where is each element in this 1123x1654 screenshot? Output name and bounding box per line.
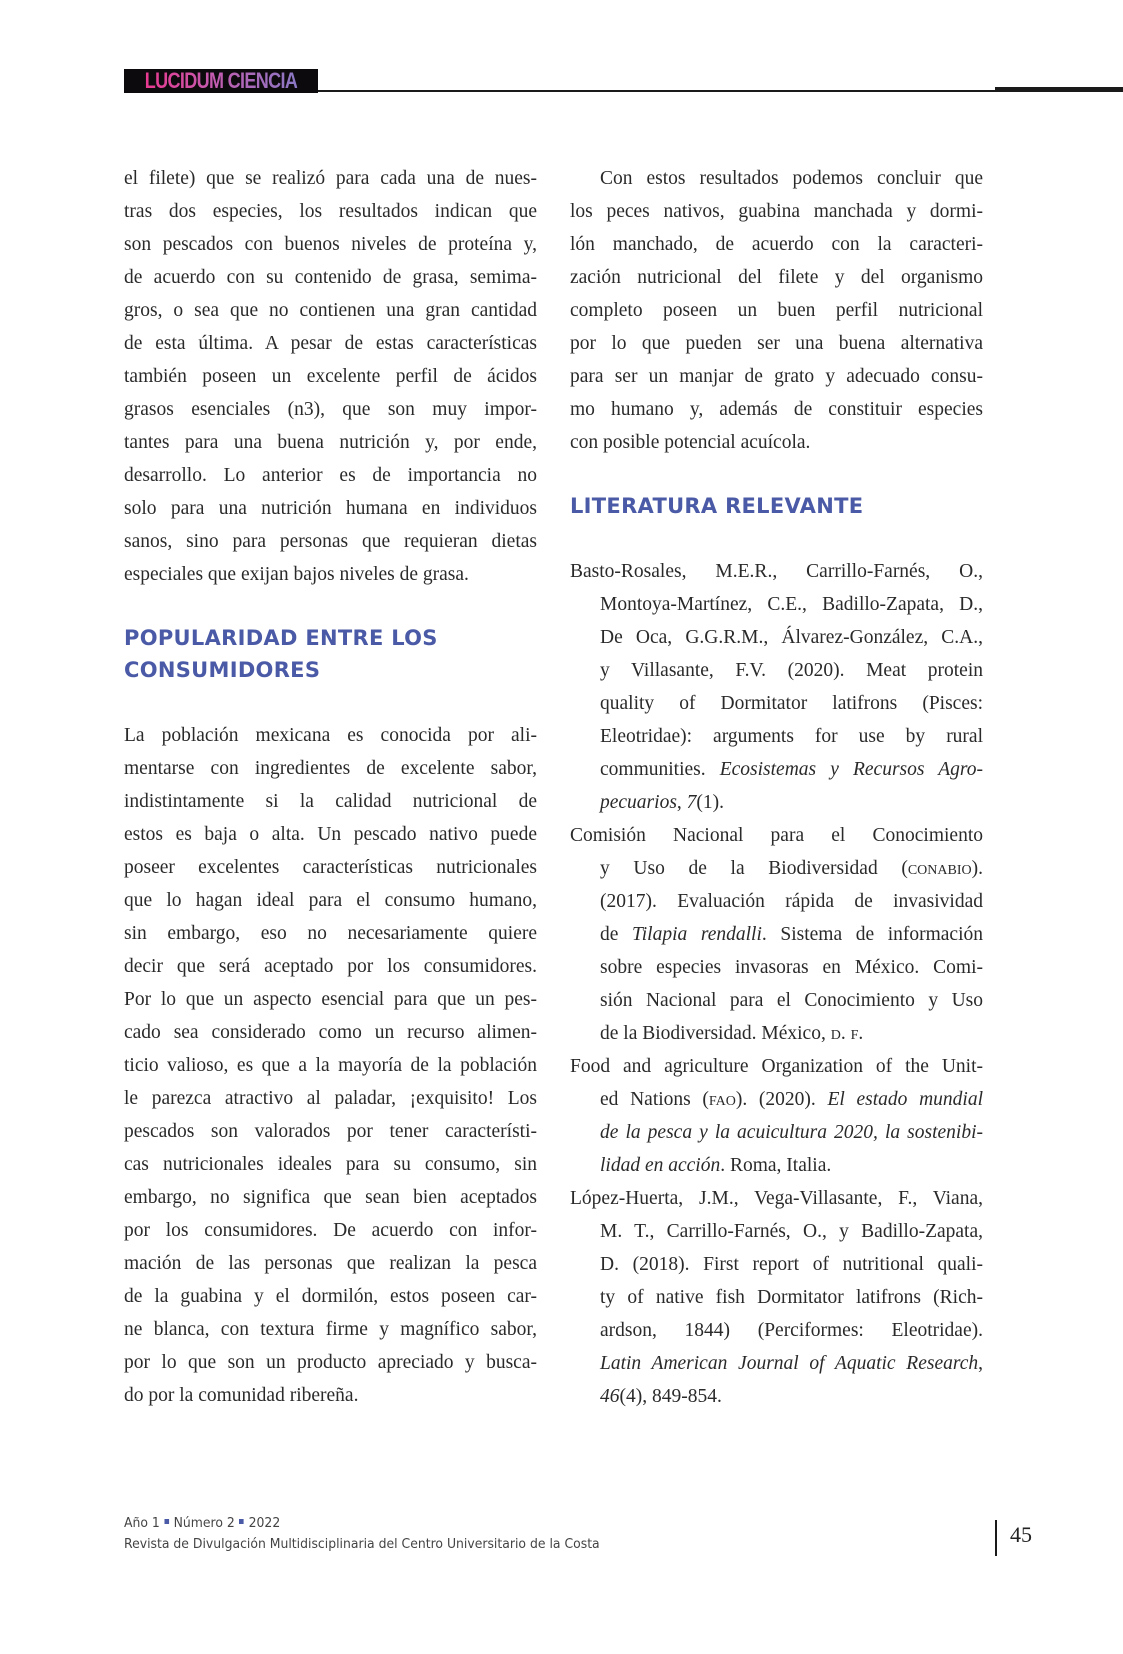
text-line: do por la comunidad ribereña. [124, 1385, 359, 1406]
reference-text: Eleotridae): arguments for use by rural [600, 726, 983, 747]
text-line: gros, o sea que no contienen una gran cantidad [124, 300, 537, 321]
footer-issue-label: Número 2 [173, 1515, 235, 1531]
reference-line [570, 786, 983, 819]
italic-text: de la pesca y la acuicultura 2020, la sostenibi- [600, 1122, 983, 1143]
reference-line [570, 555, 983, 588]
reference-text: Basto-Rosales, M.E.R., Carrillo-Farnés, O., [570, 561, 983, 582]
reference-text: . Sistema de información [761, 924, 983, 945]
text-line: para ser un manjar de grato y adecuado consu- [570, 366, 983, 387]
paragraph-conclusion [570, 162, 983, 459]
reference-text: D. (2018). First report of nutritional quali- [600, 1254, 983, 1275]
text-line: de la guabina y el dormilón, estos poseen car- [124, 1286, 537, 1307]
text-line: mación de las personas que realizan la pesca [124, 1253, 537, 1274]
journal-name: LUCIDUM CIENCIA [144, 68, 298, 93]
reference-line [570, 1347, 983, 1380]
reference-text: quality of Dormitator latifrons (Pisces: [600, 693, 983, 714]
reference-entry [570, 1182, 983, 1413]
reference-entry [570, 1050, 983, 1182]
reference-line [570, 951, 983, 984]
footer-issue-info [124, 1515, 280, 1531]
reference-text: sión Nacional para el Conocimiento y Uso [600, 990, 983, 1011]
text-line: Con estos resultados podemos concluir que [600, 168, 983, 189]
reference-line [570, 720, 983, 753]
italic-text: El estado mundial [827, 1089, 983, 1110]
text-line: poseer excelentes características nutricionales [124, 857, 537, 878]
reference-line [570, 753, 983, 786]
reference-text: ed Nations ( [600, 1089, 709, 1110]
section-heading-literatura: LITERATURA RELEVANTE [570, 494, 864, 518]
reference-line [570, 1083, 983, 1116]
text-line: le parezca atractivo al paladar, ¡exquisito! Los [124, 1088, 537, 1109]
reference-line [570, 918, 983, 951]
paragraph-popularidad [124, 719, 537, 1412]
text-line: Por lo que un aspecto esencial para que un pes- [124, 989, 537, 1010]
italic-text: 7 [686, 792, 697, 813]
reference-line [570, 1281, 983, 1314]
text-line: tantes para una buena nutrición y, por ende, [124, 432, 537, 453]
text-line: por lo que pueden ser una buena alternativa [570, 333, 983, 354]
reference-line [570, 1050, 983, 1083]
text-line: también poseen un excelente perfil de ácidos [124, 366, 537, 387]
text-line: de esta última. A pesar de estas características [124, 333, 537, 354]
text-line: sanos, sino para personas que requieran dietas [124, 531, 537, 552]
reference-line [570, 1149, 983, 1182]
reference-line [570, 852, 983, 885]
text-line: indistintamente si la calidad nutricional de [124, 791, 537, 812]
text-line: sin embargo, eso no necesariamente quiere [124, 923, 537, 944]
header-rule [318, 90, 998, 92]
reference-list [570, 555, 983, 1413]
text-line: mentarse con ingredientes de excelente sabor, [124, 758, 537, 779]
text-line: que lo hagan ideal para el consumo humano, [124, 890, 537, 911]
footer-year: 2022 [248, 1515, 281, 1531]
text-line: son pescados con buenos niveles de proteína y, [124, 234, 537, 255]
reference-text: communities. [600, 759, 720, 780]
reference-text: (1). [696, 792, 725, 813]
reference-text: sobre especies invasoras en México. Comi- [600, 957, 983, 978]
text-line: embargo, no significa que sean bien aceptados [124, 1187, 537, 1208]
text-line: decir que será aceptado por los consumidores. [124, 956, 537, 977]
text-line: cas nutricionales ideales para su consumo, sin [124, 1154, 537, 1175]
small-caps-text: fao [708, 1089, 736, 1110]
left-column [124, 162, 537, 1412]
text-line: ne blanca, con textura firme y magnífico sabor, [124, 1319, 537, 1340]
text-line: lón manchado, de acuerdo con la caracteri- [570, 234, 983, 255]
footer-year-label: Año 1 [124, 1515, 160, 1531]
text-line: ticio valioso, es que a la mayoría de la población [124, 1055, 537, 1076]
reference-text: ty of native fish Dormitator latifrons (Rich- [600, 1287, 983, 1308]
text-line: completo poseen un buen perfil nutricional [570, 300, 983, 321]
reference-line [570, 1248, 983, 1281]
italic-text: 46 [600, 1386, 620, 1407]
paragraph-nutrition [124, 162, 537, 591]
heading-line: POPULARIDAD ENTRE LOS [124, 626, 438, 650]
reference-text: (4), 849-854. [619, 1386, 722, 1407]
italic-text: Latin American Journal of Aquatic Research [600, 1353, 979, 1374]
page-number: 45 [1010, 1522, 1032, 1547]
journal-logo [124, 69, 318, 93]
reference-line [570, 1116, 983, 1149]
text-line: desarrollo. Lo anterior es de importancia no [124, 465, 537, 486]
reference-text: M. T., Carrillo-Farnés, O., y Badillo-Zapata, [600, 1221, 983, 1242]
reference-text: ). [971, 858, 983, 879]
square-bullet-icon [164, 1519, 169, 1524]
italic-text: Tilapia rendalli [632, 924, 762, 945]
square-bullet-icon [239, 1519, 244, 1524]
text-line: pescados son valorados por tener característi- [124, 1121, 537, 1142]
reference-line [570, 1017, 983, 1050]
text-line: por los consumidores. De acuerdo con infor- [124, 1220, 537, 1241]
reference-line [570, 885, 983, 918]
text-line: La población mexicana es conocida por ali- [124, 725, 537, 746]
reference-line [570, 621, 983, 654]
reference-line [570, 1380, 983, 1413]
right-column [570, 162, 983, 1413]
italic-text: pecuarios [600, 792, 677, 813]
reference-text: Comisión Nacional para el Conocimiento [570, 825, 983, 846]
text-line: los peces nativos, guabina manchada y dormi- [570, 201, 983, 222]
reference-text: de la Biodiversidad. México, [600, 1023, 831, 1044]
text-line: cado sea considerado como un recurso alimen- [124, 1022, 537, 1043]
reference-text: (2017). Evaluación rápida de invasividad [600, 891, 983, 912]
reference-text: y Villasante, F.V. (2020). Meat protein [600, 660, 983, 681]
small-caps-text: conabio [907, 858, 972, 879]
section-heading-popularidad [124, 622, 537, 686]
reference-entry [570, 819, 983, 1050]
header-accent-bar [995, 87, 1123, 92]
reference-text: ardson, 1844) (Perciformes: Eleotridae). [600, 1320, 983, 1341]
heading-line: CONSUMIDORES [124, 658, 321, 682]
reference-text: Montoya-Martínez, C.E., Badillo-Zapata, D., [600, 594, 983, 615]
text-line: especiales que exijan bajos niveles de grasa. [124, 564, 469, 585]
reference-line [570, 1182, 983, 1215]
reference-line [570, 687, 983, 720]
reference-line [570, 984, 983, 1017]
text-line: mo humano y, además de constituir especies [570, 399, 983, 420]
text-line: por lo que son un producto apreciado y busca- [124, 1352, 537, 1373]
reference-text: López-Huerta, J.M., Vega-Villasante, F., Viana, [570, 1188, 983, 1209]
italic-text: Ecosistemas y Recursos Agro- [719, 759, 983, 780]
text-line: tras dos especies, los resultados indican que [124, 201, 537, 222]
reference-text: y Uso de la Biodiversidad ( [600, 858, 908, 879]
reference-line [570, 1314, 983, 1347]
footer-journal-description: Revista de Divulgación Multidisciplinaria del Centro Universitario de la Costa [124, 1536, 600, 1552]
text-line: con posible potencial acuícola. [570, 432, 811, 453]
text-line: estos es baja o alta. Un pescado nativo puede [124, 824, 537, 845]
reference-text: , [978, 1353, 983, 1374]
reference-text: . Roma, Italia. [720, 1155, 832, 1176]
text-line: zación nutricional del filete y del organismo [570, 267, 983, 288]
reference-text: ). (2020). [735, 1089, 828, 1110]
reference-line [570, 588, 983, 621]
reference-line [570, 819, 983, 852]
reference-line [570, 654, 983, 687]
reference-entry [570, 555, 983, 819]
reference-text: , [676, 792, 687, 813]
page-number-rule [995, 1520, 997, 1556]
small-caps-text: d. f. [830, 1023, 864, 1044]
reference-text: Food and agriculture Organization of the Unit- [570, 1056, 983, 1077]
text-line: grasos esenciales (n3), que son muy impor- [124, 399, 537, 420]
reference-text: De Oca, G.G.R.M., Álvarez-González, C.A., [600, 627, 983, 648]
reference-line [570, 1215, 983, 1248]
text-line: el filete) que se realizó para cada una de nues- [124, 168, 537, 189]
reference-text: de [600, 924, 632, 945]
italic-text: lidad en acción [600, 1155, 721, 1176]
text-line: de acuerdo con su contenido de grasa, semima- [124, 267, 537, 288]
text-line: solo para una nutrición humana en individuos [124, 498, 537, 519]
